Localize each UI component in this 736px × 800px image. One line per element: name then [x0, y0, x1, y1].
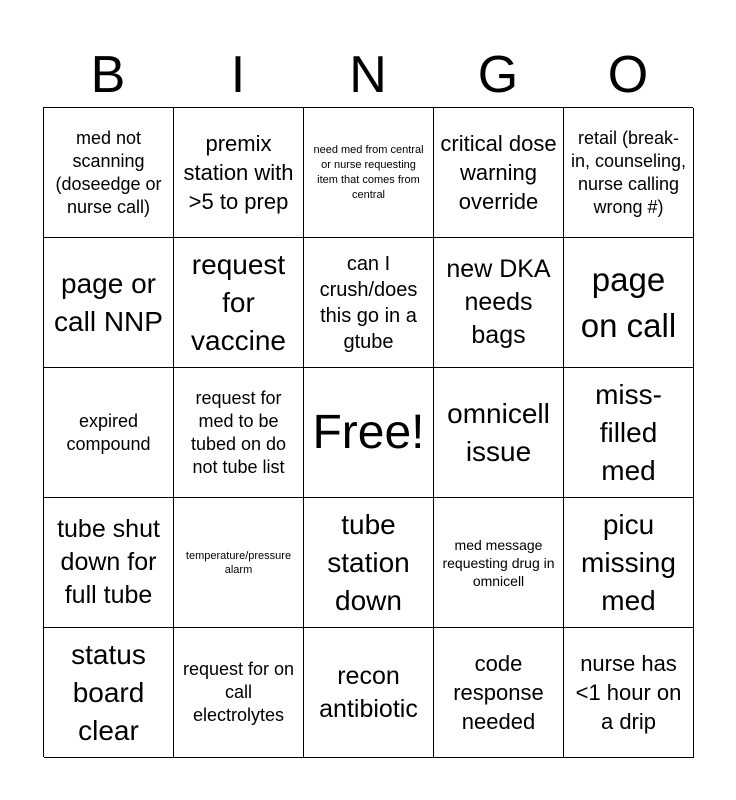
header-letter-i: I — [230, 46, 246, 104]
bingo-cell[interactable] — [174, 498, 304, 628]
bingo-cell[interactable] — [44, 628, 174, 758]
cell-text: med message requesting drug in omnicell — [442, 536, 555, 589]
cell-text: page or call NNP — [54, 267, 163, 337]
bingo-cell[interactable] — [434, 628, 564, 758]
header-letter-g: G — [477, 46, 519, 104]
free-cell[interactable] — [304, 368, 434, 498]
bingo-cell[interactable] — [304, 498, 434, 628]
bingo-cell[interactable] — [44, 108, 174, 238]
bingo-cell[interactable] — [44, 238, 174, 368]
cell-text: new DKA needs bags — [446, 255, 551, 349]
cell-text: request for on call electrolytes — [182, 659, 295, 725]
bingo-cell[interactable] — [564, 368, 694, 498]
cell-text: premix station with >5 to prep — [183, 131, 294, 214]
cell-text: expired compound — [66, 410, 151, 454]
bingo-header — [43, 44, 693, 106]
bingo-cell[interactable] — [434, 498, 564, 628]
cell-text: page on call — [580, 260, 677, 344]
cell-text: status board clear — [71, 638, 146, 746]
bingo-cell[interactable] — [434, 368, 564, 498]
header-letter-o: O — [607, 46, 649, 104]
cell-text: retail (break-in, counseling, nurse calling wrong #) — [570, 127, 687, 217]
cell-text: code response needed — [453, 651, 544, 734]
cell-text: request for med to be tubed on do not tube list — [190, 387, 287, 477]
header-letter-b: B — [90, 46, 126, 104]
bingo-cell[interactable] — [174, 108, 304, 238]
cell-text: temperature/pressure alarm — [185, 549, 292, 576]
cell-text: nurse has <1 hour on a drip — [575, 651, 682, 734]
bingo-cell[interactable] — [564, 498, 694, 628]
cell-text: recon antibiotic — [319, 661, 418, 723]
bingo-cell[interactable] — [174, 238, 304, 368]
cell-text: can I crush/does this go in a gtube — [319, 252, 418, 353]
bingo-cell[interactable] — [44, 498, 174, 628]
free-text: Free! — [312, 405, 425, 459]
cell-text: miss-filled med — [595, 378, 662, 486]
bingo-cell[interactable] — [174, 368, 304, 498]
cell-text: critical dose warning override — [440, 131, 557, 214]
cell-text: med not scanning (doseedge or nurse call) — [55, 127, 162, 217]
bingo-cell[interactable] — [564, 628, 694, 758]
bingo-cell[interactable] — [434, 108, 564, 238]
bingo-cell[interactable] — [44, 368, 174, 498]
header-letter-n: N — [349, 46, 387, 104]
cell-text: need med from central or nurse requesting item that comes from central — [313, 143, 424, 201]
cell-text: tube shut down for full tube — [57, 515, 160, 609]
bingo-cell[interactable] — [304, 108, 434, 238]
bingo-board — [43, 107, 693, 757]
cell-text: omnicell issue — [447, 397, 550, 467]
bingo-cell[interactable] — [564, 108, 694, 238]
bingo-cell[interactable] — [304, 628, 434, 758]
bingo-cell[interactable] — [434, 238, 564, 368]
bingo-cell[interactable] — [564, 238, 694, 368]
cell-text: tube station down — [327, 508, 410, 616]
cell-text: picu missing med — [581, 508, 676, 616]
bingo-cell[interactable] — [304, 238, 434, 368]
cell-text: request for vaccine — [191, 248, 286, 356]
bingo-cell[interactable] — [174, 628, 304, 758]
